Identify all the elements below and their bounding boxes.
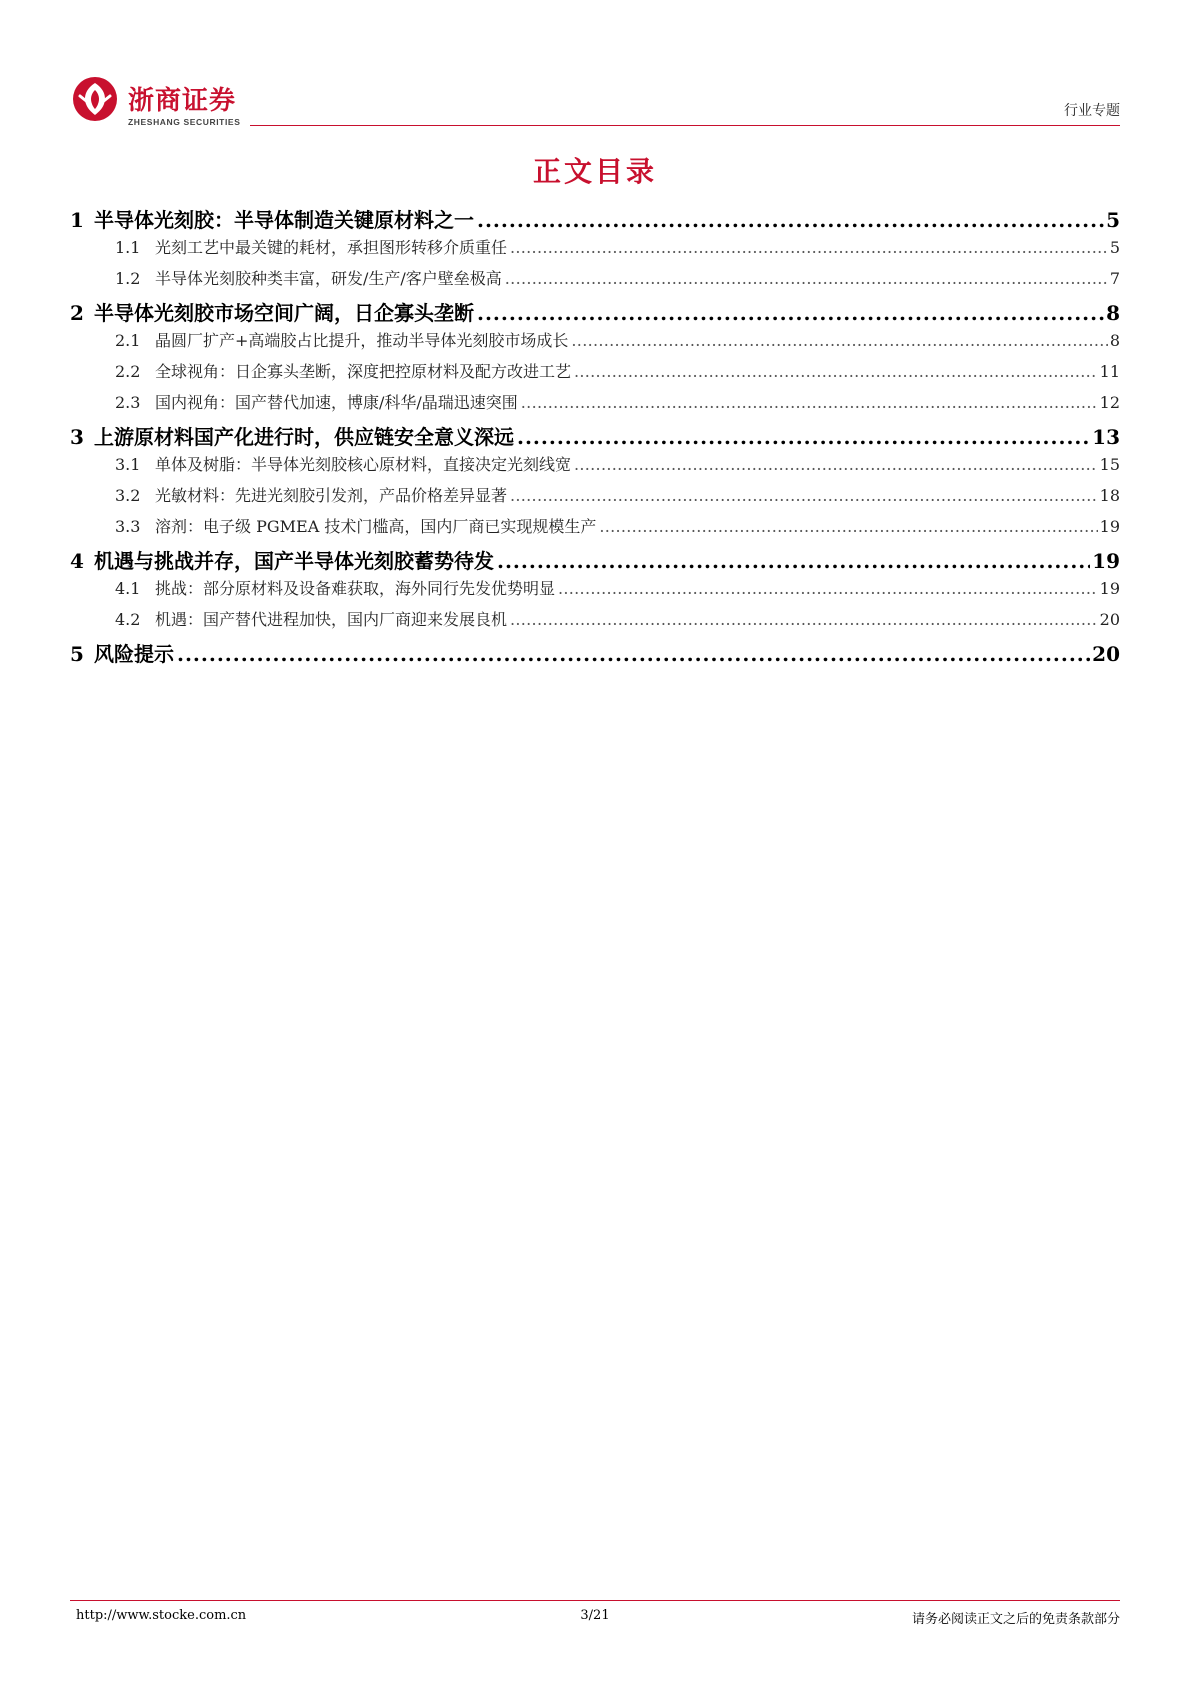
toc-number: 1 [70, 208, 84, 232]
toc-leader [177, 642, 1090, 666]
toc-page: 5 [1109, 238, 1120, 257]
toc-leader [521, 393, 1098, 412]
toc-number: 4.1 [115, 579, 141, 598]
toc-leader [510, 238, 1108, 257]
toc-page: 19 [1099, 517, 1120, 536]
toc-entry-2-2[interactable] [70, 359, 1120, 390]
toc-entry-3-1[interactable] [70, 452, 1120, 483]
toc-heading: 半导体光刻胶市场空间广阔，日企寡头垄断 [94, 301, 474, 325]
toc-leader [517, 425, 1090, 449]
toc-page: 13 [1092, 425, 1120, 449]
toc-entry-3-3[interactable] [70, 514, 1120, 545]
toc-entry-1-2[interactable] [70, 266, 1120, 297]
toc-heading: 机遇：国产替代进程加快，国内厂商迎来发展良机 [155, 610, 508, 629]
toc-number: 3.3 [115, 517, 141, 536]
toc-entry-2-3[interactable] [70, 390, 1120, 421]
toc-leader [497, 549, 1090, 573]
toc-page: 19 [1092, 549, 1120, 573]
toc-page: 5 [1106, 208, 1120, 232]
toc-heading: 上游原材料国产化进行时，供应链安全意义深远 [94, 425, 514, 449]
toc-number: 2.1 [115, 331, 141, 350]
toc-title: 正文目录 [532, 155, 657, 188]
toc-number: 3.1 [115, 455, 141, 474]
zheshang-logo-icon [72, 76, 118, 122]
toc-heading: 单体及树脂：半导体光刻胶核心原材料，直接决定光刻线宽 [155, 455, 572, 474]
toc-leader [574, 455, 1098, 474]
toc-number: 3.2 [115, 486, 141, 505]
toc-leader [477, 208, 1104, 232]
header-divider [250, 125, 1120, 126]
toc-heading: 国内视角：国产替代加速，博康/科华/晶瑞迅速突围 [155, 393, 518, 412]
footer-disclaimer: 请务必阅读正文之后的免责条款部分 [911, 1612, 1120, 1627]
toc-number: 2.3 [115, 393, 141, 412]
toc-entry-2[interactable] [70, 297, 1120, 328]
toc-leader [574, 362, 1098, 381]
footer-website-link[interactable]: http://www.stocke.com.cn [76, 1608, 247, 1623]
toc-number: 4.2 [115, 610, 141, 629]
toc-leader [571, 331, 1107, 350]
toc-heading: 光敏材料：先进光刻胶引发剂，产品价格差异显著 [155, 486, 508, 505]
toc-heading: 挑战：部分原材料及设备难获取，海外同行先发优势明显 [155, 579, 556, 598]
toc-heading: 半导体光刻胶：半导体制造关键原材料之一 [94, 208, 474, 232]
toc-number: 2.2 [115, 362, 141, 381]
page-header [70, 70, 1120, 130]
toc-entry-4-2[interactable] [70, 607, 1120, 638]
toc-number: 5 [70, 642, 84, 666]
brand-name-cn: 浙商证券 [128, 86, 237, 116]
toc-heading: 半导体光刻胶种类丰富，研发/生产/客户壁垒极高 [155, 269, 502, 288]
toc-leader [510, 610, 1098, 629]
report-type-tag: 行业专题 [1064, 103, 1120, 119]
toc-page: 18 [1099, 486, 1120, 505]
toc-heading: 机遇与挑战并存，国产半导体光刻胶蓄势待发 [94, 549, 494, 573]
toc-entry-4[interactable] [70, 545, 1120, 576]
toc-heading: 晶圆厂扩产+高端胶占比提升，推动半导体光刻胶市场成长 [155, 331, 569, 350]
toc-page: 15 [1099, 455, 1120, 474]
toc-page: 19 [1099, 579, 1120, 598]
toc-number: 1.1 [115, 238, 141, 257]
toc-leader [558, 579, 1098, 598]
toc-number: 4 [70, 549, 84, 573]
toc-entry-1-1[interactable] [70, 235, 1120, 266]
toc-leader [510, 486, 1098, 505]
toc-entry-3[interactable] [70, 421, 1120, 452]
footer-divider [70, 1600, 1120, 1601]
toc-page: 11 [1099, 362, 1120, 381]
toc-page: 20 [1092, 642, 1120, 666]
toc-heading: 全球视角：日企寡头垄断，深度把控原材料及配方改进工艺 [155, 362, 572, 381]
toc-entry-3-2[interactable] [70, 483, 1120, 514]
toc-heading: 光刻工艺中最关键的耗材，承担图形转移介质重任 [155, 238, 508, 257]
footer-page-number: 3/21 [580, 1608, 610, 1623]
toc-page: 20 [1099, 610, 1120, 629]
toc-number: 1.2 [115, 269, 141, 288]
toc-page: 12 [1099, 393, 1120, 412]
toc-entry-2-1[interactable] [70, 328, 1120, 359]
toc-leader [477, 301, 1104, 325]
toc-leader [505, 269, 1108, 288]
toc-entry-1[interactable] [70, 204, 1120, 235]
toc-heading: 溶剂：电子级 PGMEA 技术门槛高，国内厂商已实现规模生产 [155, 517, 597, 536]
toc-entry-5[interactable] [70, 638, 1120, 669]
table-of-contents [70, 204, 1120, 669]
toc-entry-4-1[interactable] [70, 576, 1120, 607]
toc-number: 2 [70, 301, 84, 325]
toc-page: 7 [1109, 269, 1120, 288]
brand-name-en: ZHESHANG SECURITIES [128, 117, 241, 127]
toc-heading: 风险提示 [94, 642, 174, 666]
toc-number: 3 [70, 425, 84, 449]
toc-leader [599, 517, 1097, 536]
toc-page: 8 [1106, 301, 1120, 325]
toc-page: 8 [1109, 331, 1120, 350]
